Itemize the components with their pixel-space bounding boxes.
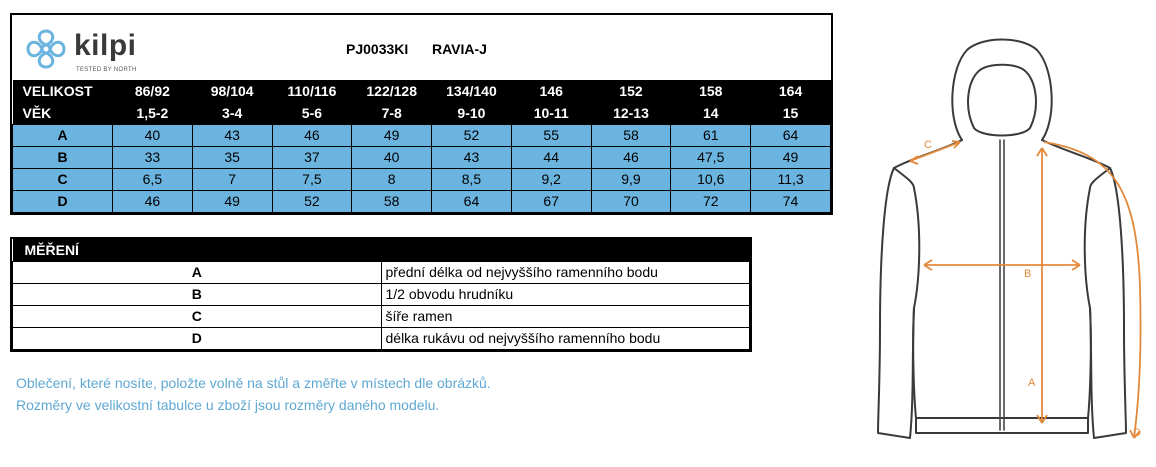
table-cell: 43 — [192, 125, 272, 147]
table-cell: 64 — [751, 125, 831, 147]
kilpi-logo — [22, 23, 162, 75]
age-header-cell: 15 — [751, 102, 831, 125]
table-cell: 52 — [272, 191, 352, 213]
size-header-cell: 158 — [671, 80, 751, 102]
measurement-labels — [924, 139, 1141, 439]
age-header-cell: 9-10 — [432, 102, 512, 125]
age-header-cell: 10-11 — [511, 102, 591, 125]
product-name: RAVIA-J — [432, 41, 487, 57]
table-cell: 49 — [192, 191, 272, 213]
legend-table — [12, 239, 750, 350]
size-header-cell: 122/128 — [352, 80, 432, 102]
table-cell: 9,9 — [591, 169, 671, 191]
legend-title: MĚŘENÍ — [13, 239, 750, 262]
row-label: C — [13, 169, 113, 191]
table-cell: 55 — [511, 125, 591, 147]
row-label: D — [13, 191, 113, 213]
table-cell: 11,3 — [751, 169, 831, 191]
table-cell: 49 — [352, 125, 432, 147]
legend-description: 1/2 obvodu hrudníku — [381, 284, 750, 306]
size-header-cell: 110/116 — [272, 80, 352, 102]
legend-description: délka rukávu od nejvyššího ramenního bodu — [381, 328, 750, 350]
table-cell: 67 — [511, 191, 591, 213]
table-cell: 46 — [591, 147, 671, 169]
size-header-cell: 98/104 — [192, 80, 272, 102]
legend-key: B — [13, 284, 382, 306]
measurement-lines — [910, 141, 1141, 438]
table-cell: 64 — [432, 191, 512, 213]
table-cell: 46 — [113, 191, 193, 213]
age-header-cell: 3-4 — [192, 102, 272, 125]
legend-key: D — [13, 328, 382, 350]
table-cell: 46 — [272, 125, 352, 147]
table-row — [13, 169, 831, 191]
label-d: D — [1133, 427, 1141, 439]
legend-key: C — [13, 306, 382, 328]
legend-row — [13, 306, 750, 328]
brand-header — [12, 15, 831, 80]
age-header-cell: 14 — [671, 102, 751, 125]
age-header-cell: 1,5-2 — [113, 102, 193, 125]
size-chart — [10, 13, 833, 215]
size-table — [12, 80, 831, 213]
table-cell: 6,5 — [113, 169, 193, 191]
table-cell: 7,5 — [272, 169, 352, 191]
legend-description: šíře ramen — [381, 306, 750, 328]
table-cell: 52 — [432, 125, 512, 147]
table-cell: 72 — [671, 191, 751, 213]
legend-row — [13, 262, 750, 284]
table-row — [13, 147, 831, 169]
jacket-outline — [878, 40, 1126, 439]
age-header-label: VĚK — [13, 102, 113, 125]
measurement-legend — [10, 237, 752, 352]
table-cell: 74 — [751, 191, 831, 213]
size-header-cell: 164 — [751, 80, 831, 102]
row-label: A — [13, 125, 113, 147]
table-cell: 58 — [591, 125, 671, 147]
table-cell: 47,5 — [671, 147, 751, 169]
knot-icon — [22, 25, 70, 73]
legend-key: A — [13, 262, 382, 284]
product-code: PJ0033KI — [346, 41, 409, 57]
table-cell: 8,5 — [432, 169, 512, 191]
table-cell: 9,2 — [511, 169, 591, 191]
size-header-row — [13, 80, 831, 102]
size-header-cell: 152 — [591, 80, 671, 102]
age-header-cell: 7-8 — [352, 102, 432, 125]
table-cell: 44 — [511, 147, 591, 169]
logo-tagline: TESTED BY NORTH — [76, 67, 137, 73]
table-cell: 58 — [352, 191, 432, 213]
row-label: B — [13, 147, 113, 169]
label-b: B — [1024, 268, 1032, 280]
age-header-row — [13, 102, 831, 125]
table-cell: 49 — [751, 147, 831, 169]
table-row — [13, 191, 831, 213]
size-header-cell: 146 — [511, 80, 591, 102]
table-cell: 70 — [591, 191, 671, 213]
table-cell: 35 — [192, 147, 272, 169]
table-cell: 10,6 — [671, 169, 751, 191]
jacket-measurement-diagram — [852, 28, 1152, 464]
logo-wordmark: kilpi — [74, 29, 137, 62]
table-cell: 40 — [113, 125, 193, 147]
table-cell: 40 — [352, 147, 432, 169]
age-header-cell: 5-6 — [272, 102, 352, 125]
table-cell: 37 — [272, 147, 352, 169]
legend-description: přední délka od nejvyššího ramenního bodu — [381, 262, 750, 284]
table-cell: 7 — [192, 169, 272, 191]
table-cell: 8 — [352, 169, 432, 191]
age-header-cell: 12-13 — [591, 102, 671, 125]
size-header-cell: 86/92 — [113, 80, 193, 102]
table-cell: 33 — [113, 147, 193, 169]
table-cell: 43 — [432, 147, 512, 169]
measure-c-line — [910, 142, 960, 161]
instruction-note: Oblečení, které nosíte, položte volně na stůl a změřte v místech dle obrázků. — [16, 375, 491, 391]
table-cell: 61 — [671, 125, 751, 147]
table-row — [13, 125, 831, 147]
label-c: C — [924, 139, 932, 151]
size-header-label: VELIKOST — [13, 80, 113, 102]
disclaimer-note: Rozměry ve velikostní tabulce u zboží jsou rozměry daného modelu. — [16, 397, 440, 413]
legend-row — [13, 284, 750, 306]
label-a: A — [1028, 377, 1036, 389]
legend-row — [13, 328, 750, 350]
size-header-cell: 134/140 — [432, 80, 512, 102]
